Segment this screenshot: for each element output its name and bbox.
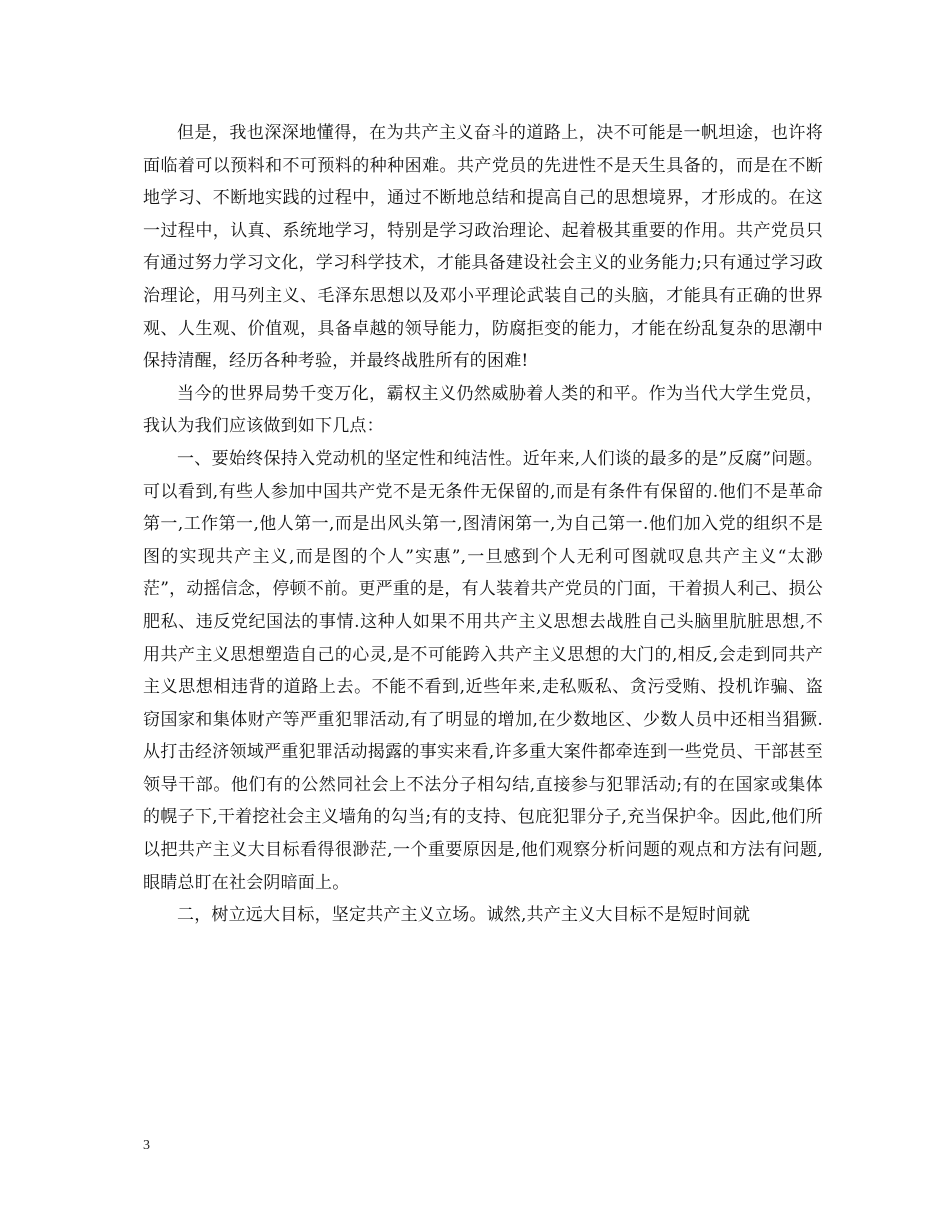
- paragraph-1: 但是，我也深深地懂得，在为共产主义奋斗的道路上，决不可能是一帆坦途，也许将面临着可以预料和不可预料的种种困难。共产党员的先进性不是天生具备的，而是在不断地学习、不断地实践的过程中，通过不断地总结和提高自己的思想境界，才形成的。在这一过程中，认真、系统地学习，特别是学习政治理论、起着极其重要的作用。共产党员只有通过努力学习文化，学习科学技术，才能具备建设社会主义的业务能力;只有通过学习政治理论，用马列主义、毛泽东思想以及邓小平理论武装自己的头脑，才能具有正确的世界观、人生观、价值观，具备卓越的领导能力，防腐拒变的能力，才能在纷乱复杂的思潮中保持清醒，经历各种考验，并最终战胜所有的困难!: [143, 123, 823, 372]
- paragraph-4: 二，树立远大目标，坚定共产主义立场。诚然,共产主义大目标不是短时间就: [177, 905, 751, 926]
- document-body: [143, 117, 823, 932]
- page-number: 3: [143, 1138, 150, 1153]
- paragraph-3: 一、要始终保持入党动机的坚定性和纯洁性。近年来,人们谈的最多的是”反腐”问题。可以看到,有些人参加中国共产党不是无条件无保留的,而是有条件有保留的.他们不是革命第一,工作第一,他人第一,而是出风头第一,图清闲第一,为自己第一.他们加入党的组织不是图的实现共产主义,而是图的个人”实惠”,一旦感到个人无利可图就叹息共产主义“太渺茫”，动摇信念，停顿不前。更严重的是，有人装着共产党员的门面，干着损人利己、损公肥私、违反党纪国法的事情.这种人如果不用共产主义思想去战胜自己头脑里肮脏思想,不用共产主义思想塑造自己的心灵,是不可能跨入共产主义思想的大门的,相反,会走到同共产主义思想相违背的道路上去。不能不看到,近些年来,走私贩私、贪污受贿、投机诈骗、盗窃国家和集体财产等严重犯罪活动,有了明显的增加,在少数地区、少数人员中还相当猖獗.从打击经济领域严重犯罪活动揭露的事实来看,许多重大案件都牵连到一些党员、干部甚至领导干部。他们有的公然同社会上不法分子相勾结,直接参与犯罪活动;有的在国家或集体的幌子下,干着挖社会主义墙角的勾当;有的支持、包庇犯罪分子,充当保护伞。因此,他们所以把共产主义大目标看得很渺茫,一个重要原因是,他们观察分析问题的观点和方法有问题,眼睛总盯在社会阴暗面上。: [143, 448, 823, 893]
- paragraph-2: 当今的世界局势千变万化，霸权主义仍然威胁着人类的和平。作为当代大学生党员，我认为我们应该做到如下几点：: [143, 383, 823, 437]
